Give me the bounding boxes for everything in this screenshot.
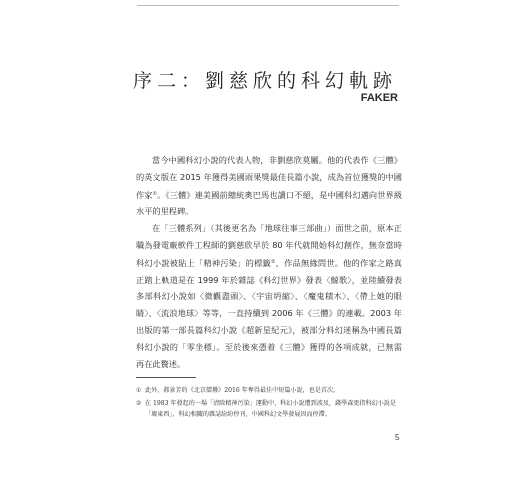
footnote-reference[interactable]: ① <box>152 190 158 197</box>
paragraph-text: 。《三體》連美國前總統奧巴馬也讀口不絕，是中國科幻邁向世界級水平的里程碑。 <box>136 189 403 217</box>
footnote-text: 此外，郝景芳的《北京摺疊》2016 年奪得最佳中短篇小說，也是首次。 <box>145 387 340 394</box>
author-name: FAKER <box>360 92 398 104</box>
paragraph <box>136 152 402 220</box>
footnote <box>136 385 402 396</box>
footnote-number: ① <box>136 387 142 394</box>
footnote-divider <box>136 377 196 378</box>
paragraph <box>136 220 402 372</box>
body-text <box>136 152 402 372</box>
top-rule <box>137 5 399 6</box>
footnote <box>136 398 402 420</box>
page-number: 5 <box>395 433 400 442</box>
footnotes <box>136 385 402 422</box>
paragraph-text: 當今中國科幻小說的代表人物，非劉慈欣莫屬。他的代表作《三體》的英文版在 2015 年獲得美國雨果獎最佳長篇小說，成為首位獲獎的中國作家 <box>136 155 402 200</box>
footnote-reference[interactable]: ② <box>270 258 276 265</box>
paragraph-text: 在「三體系列」（其後更名為「地球往事三部曲」）面世之前，原本正職為發電廠軟件工程師的劉慈欣早於 80 年代就開始科幻創作，無奈當時科幻小說被貼上「精神污染」的標籤 <box>136 223 402 268</box>
footnote-text: 在 1983 年發起的一場「清除精神污染」運動中，科幻小說遭到波及，錢學森更指科幻小說是「壞東西」，科幻相關的雜誌紛紛停刊，中國科幻文學發展因而停滯。 <box>145 400 396 418</box>
chapter-title: 序二：劉慈欣的科幻軌跡 <box>133 70 398 92</box>
footnote-number: ② <box>136 400 142 407</box>
paragraph-text: ，作品無緣問世。他的作家之路真正踏上軌道是在 1999 年於雜誌《科幻世界》發表〈鯨歌〉，並陸續發表多部科幻小說如〈微觀盡頭〉、〈宇宙坍縮〉、〈魔鬼積木〉、〈帶上她的眼睛〉、〈流浪地球〉等等，一直持續到 2006 年《三體》的連載。2003 年出版的第一部長篇科幻小說《超新星紀元》，被部分科幻迷稱為中國長篇科幻小說的「零坐標」。至於後來憑着《三體》獲得的各項成就，已無需再在此贅述。 <box>136 257 402 369</box>
